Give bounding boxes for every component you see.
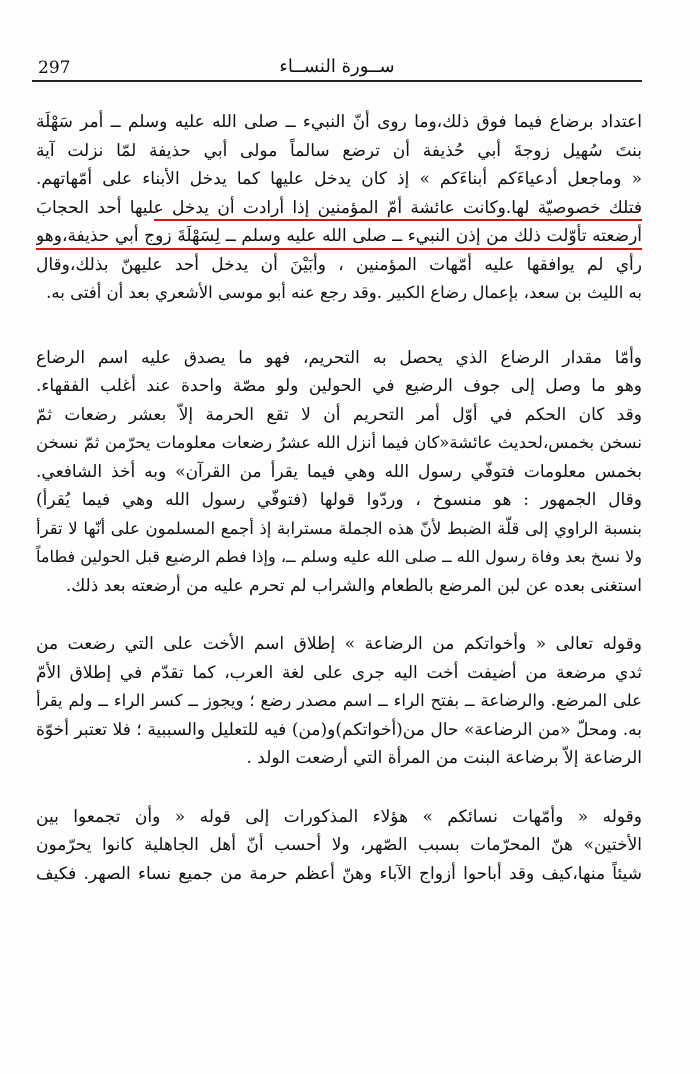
running-title: ســورة النســاء [279, 56, 395, 77]
text-line: رأي لم يوافقها عليه أمّهات المؤمنين ، وأبَيْنَ أن يدخل أحد عليهنّ بذلك،وقال [36, 254, 642, 275]
text-line: وقوله تعالى « وأخواتكم من الرضاعة » إطلاق اسم الأخت على التي رضعت من [36, 634, 642, 654]
underlined-text-line: فتلك خصوصيّة لها.وكانت عائشة أمّ المؤمنين إذا أرادت أن يدخل عليها أحد الحجابَ [36, 194, 642, 223]
text-line: وهو ما وصل إلى جوف الرضيع في الحولين ولو مصّة واحدة عند أغلب الفقهاء. [36, 376, 642, 396]
text-line: « وماجعل أدعياءَكم أبناءَكم » إذ كان يدخل عليها كما يدخل الأبناء على أمّهاتهم. [36, 169, 642, 189]
text-line: وأمّا مقدار الرضاع الذي يحصل به التحريم، فهو ما يصدق عليه اسم الرضاع [36, 347, 642, 368]
text-line: ولا نسخ بعد وفاة رسول الله ــ صلى الله عليه وسلم ــ، وإذا فطم الرضيع قبل الحولين فطاماً [36, 547, 642, 566]
header-rule [32, 80, 642, 82]
text-line: به. ومحلّ «من الرضاعة» حال من(أخواتكم)و(من) فيه للتعليل والسببية ؛ فلا تعتبر أخوّة [36, 719, 642, 740]
text-line: ثدي مرضعة من أضيفت أخت اليه جرى على لغة العرب، كما تقدّم في إطلاق الأمّ [36, 662, 642, 683]
text-line: بنتَ سُهيل زوجةَ أبي حُذيفة أن ترضع سالماً مولى أبي حذيفة لمّا نزلت آية [36, 140, 642, 161]
text-line: اعتداد برضاع فيما فوق ذلك،وما روى أنّ النبيء ــ صلى الله عليه وسلم ــ أمر سَهْلَة [36, 112, 642, 132]
text-line: استغنى بعده عن لبن المرضع بالطعام والشراب لم تحرم عليه من أرضعته بعد ذلك. [65, 575, 642, 596]
underlined-text-line: أرضعته تأوّلت ذلك من إذن النبيء ــ صلى الله عليه وسلم ــ لِسَهْلَةَ زوج أبي حذيفة،وهو [36, 222, 642, 251]
text-line: بخمس معلومات فتوفّي رسول الله وهي فيما يقرأ من القرآن» وبه أخذ الشافعي. [36, 461, 642, 482]
paragraph-4 [36, 803, 642, 889]
page-number: 297 [38, 58, 71, 78]
text-line: بنسبة الراوي إلى قلّة الضبط لأنّ هذه الجملة مسترابة إذ أجمع المسلمون على أنّها لا تقرأ [36, 518, 642, 538]
text-line: وقوله « وأمّهات نسائكم » هؤلاء المذكورات إلى قوله « وأن تجمعوا بين [36, 806, 642, 827]
page-header [32, 52, 642, 82]
text-line: الرضاعة إلاّ برضاعة البنت من المرأة التي أرضعت الولد . [246, 748, 642, 768]
paragraph-1 [36, 108, 642, 308]
text-line: شيئاً منها،كيف وقد أباحوا أزواج الآباء وهنّ أعظم حرمة من جميع نساء الصهر. فكيف [36, 863, 642, 884]
text-line: وقال الجمهور : هو منسوخ ، وردّوا قولها (فتوفّي رسول الله وهي فيما يُقرأ) [36, 490, 642, 510]
text-line: على المرضع. والرضاعة ــ بفتح الراء ــ اسم مصدر رضع ؛ ويجوز ــ كسر الراء ــ ولم يقرأ [36, 691, 642, 710]
text-line: الأختين» هنّ المحرّمات بسبب الصّهر، ولا أحسب أنّ أهل الجاهلية كانوا يحرّمون [36, 835, 642, 855]
text-line: نسخن بخمس،لحديث عائشة«كان فيما أنزل الله عشرُ رضعات معلومات يحرّمن ثمّ نسخن [36, 433, 642, 452]
text-line: وقد كان الحكم في أوّل أمر التحريم أن لا تقع الحرمة إلاّ بعشر رضعات ثمّ [36, 404, 642, 425]
paragraph-2 [36, 344, 642, 601]
text-line: به الليث بن سعد، بإعمال رضاع الكبير .وقد رجع عنه أبو موسى الأشعري بعد أن أفتى به. [46, 283, 642, 302]
body-text [36, 108, 642, 904]
paragraph-3 [36, 630, 642, 773]
